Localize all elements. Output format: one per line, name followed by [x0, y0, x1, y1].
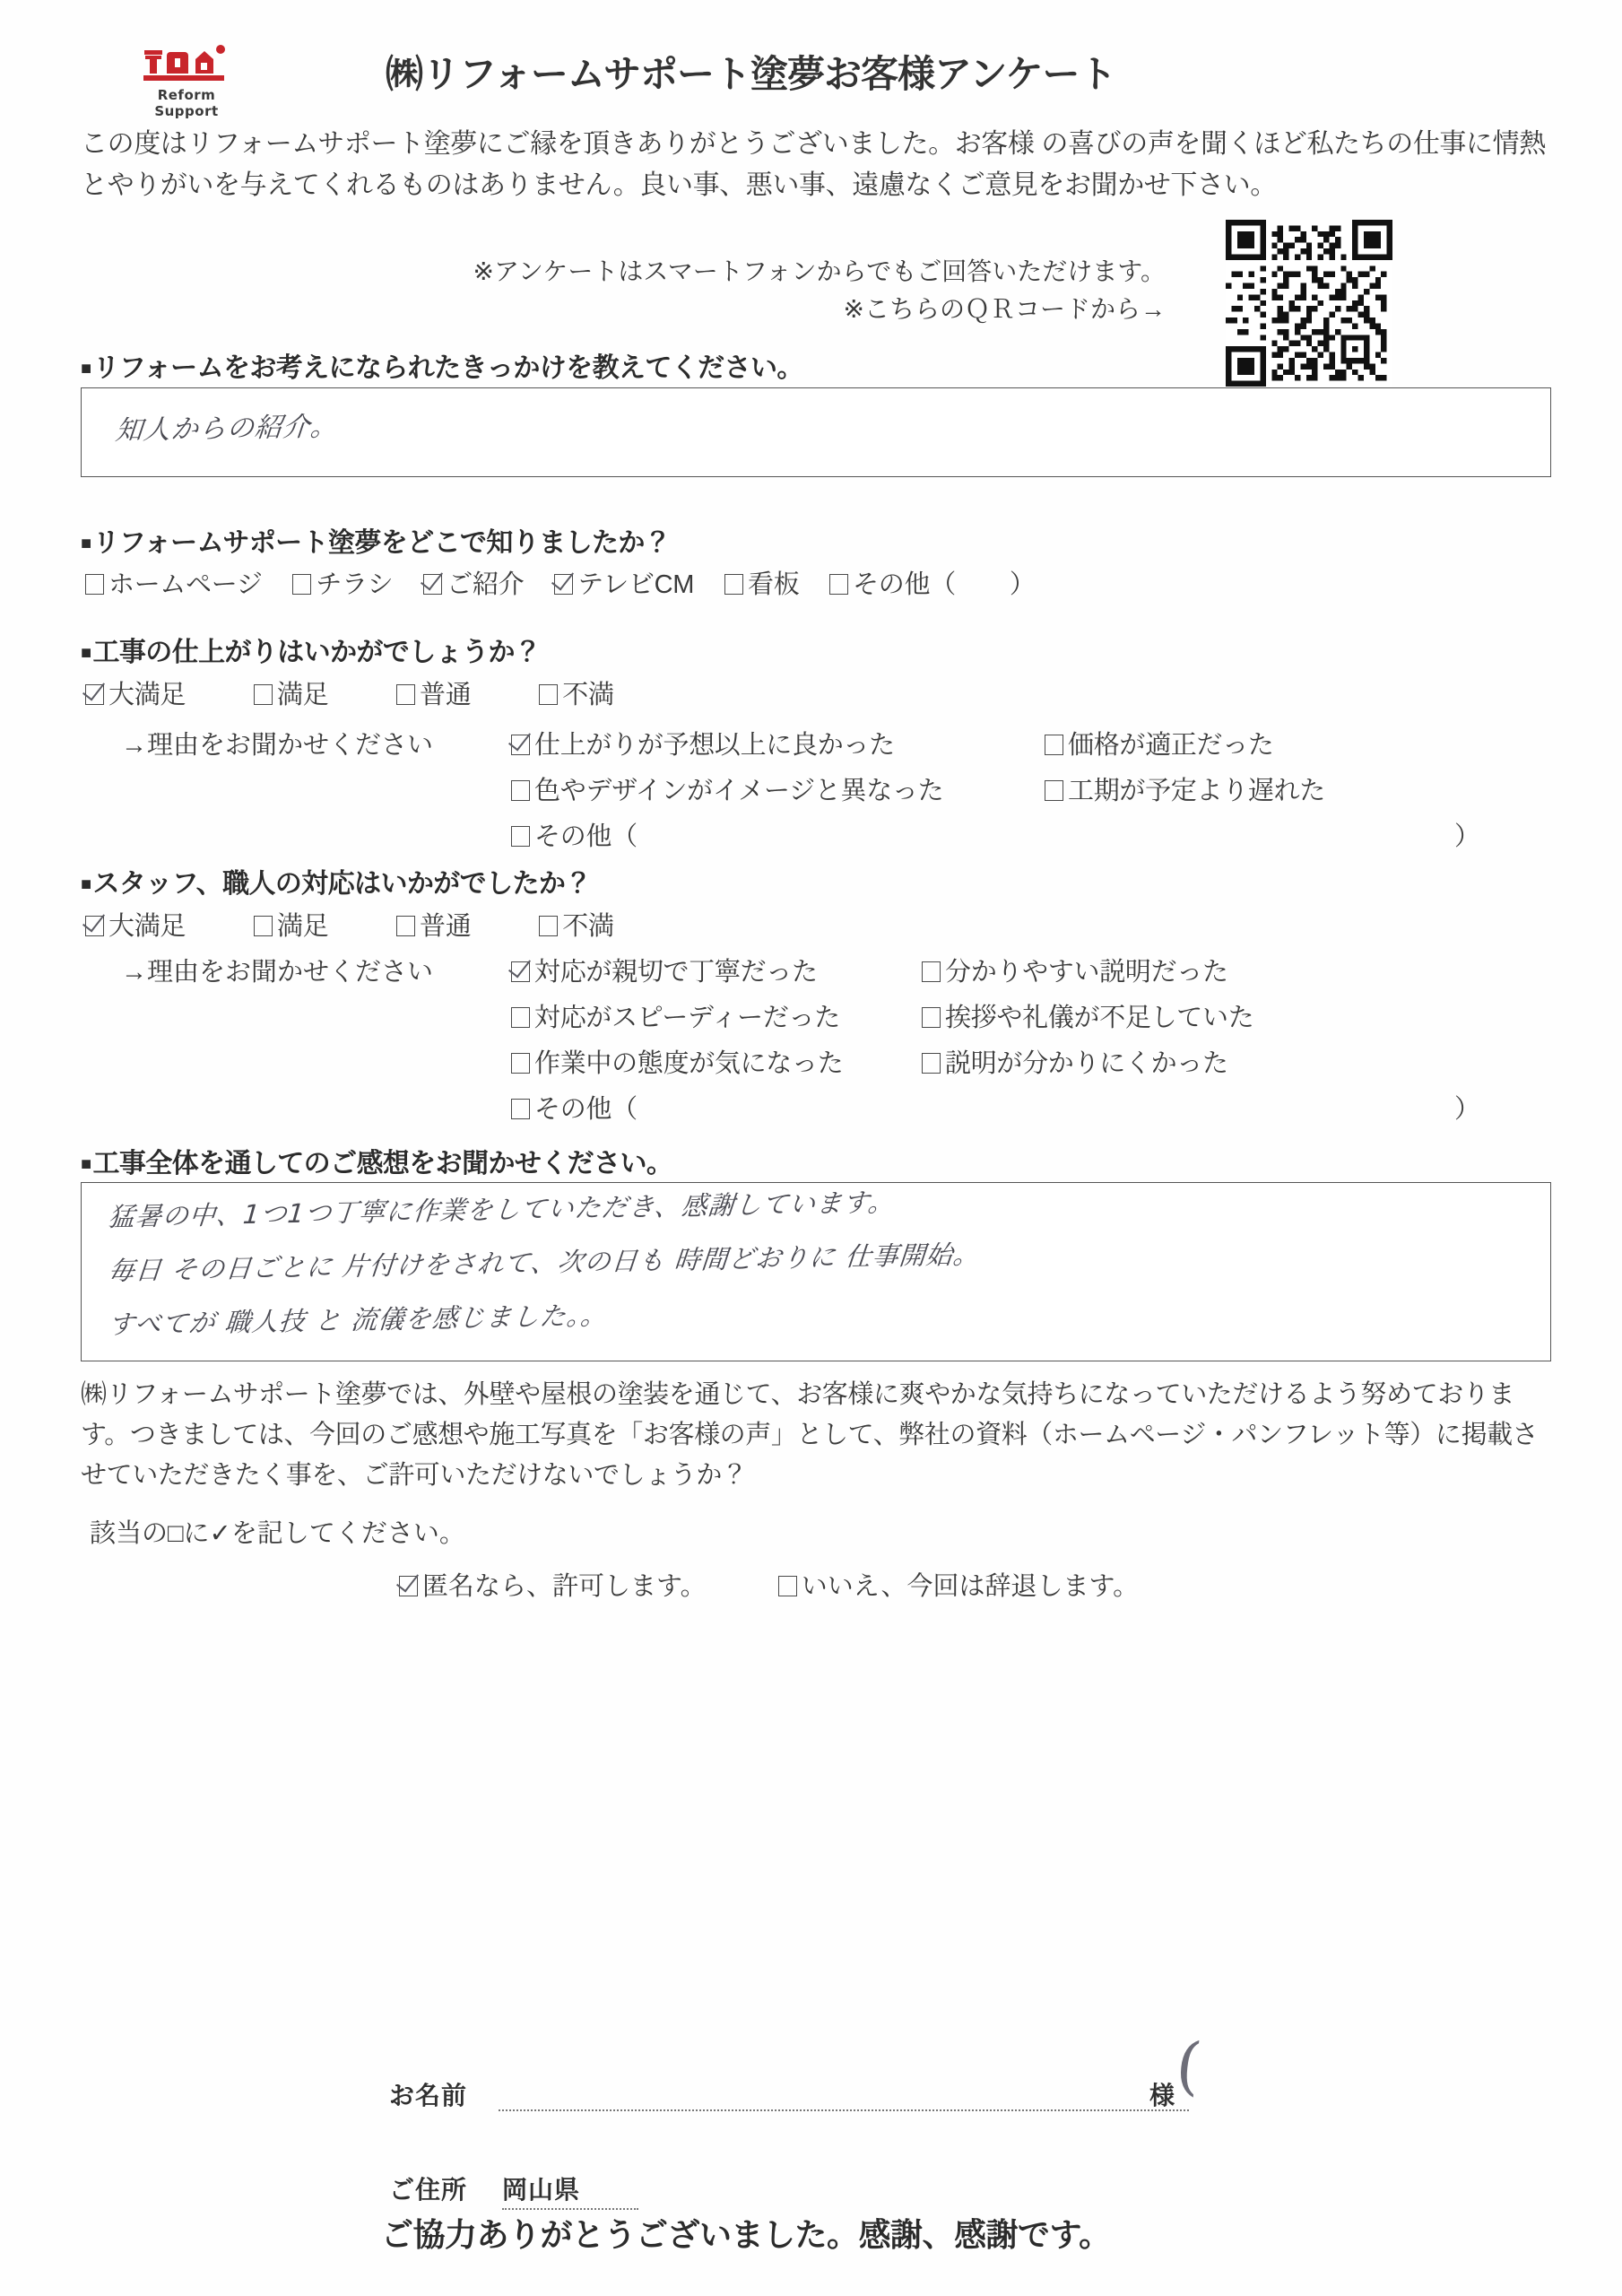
q4-other-label: その他（ [534, 1095, 638, 1124]
q3-reason-left-1 [511, 725, 918, 761]
question-4-heading: ■ スタッフ、職人の対応はいかがでしたか？ [81, 861, 592, 900]
q3-reason-left-2 [511, 770, 967, 807]
q3-reason-finish-better[interactable] [511, 725, 895, 761]
q4-reason-label-text: 対応が親切で丁寧だった [534, 958, 818, 987]
checkbox-icon[interactable] [539, 916, 558, 936]
q3-reason-other[interactable] [511, 816, 638, 853]
q4-rating-satisfied[interactable] [254, 906, 328, 943]
q4-reason-left-3 [511, 1043, 866, 1080]
q4-reason-attitude-concern[interactable] [511, 1043, 843, 1080]
question-1-heading: ■ リフォームをお考えになられたきっかけを教えてください。 [81, 345, 803, 385]
page-title: ㈱リフォームサポート塗夢お客様アンケート [386, 53, 1116, 95]
question-2-heading: ■ リフォームサポート塗夢をどこで知りましたか？ [81, 520, 671, 560]
checkbox-icon[interactable] [1045, 780, 1063, 801]
q3-reason-label-text: 色やデザインがイメージと異なった [534, 777, 944, 805]
q4-reason-speedy[interactable] [511, 997, 840, 1034]
q4-other-close-paren: ） [1454, 1095, 1480, 1124]
q3-rating-label: 大満足 [108, 681, 186, 709]
q2-option-close-paren: ） [1009, 570, 1036, 599]
q3-reason-label-text: 価格が適正だった [1068, 731, 1274, 760]
q3-rating-label: 普通 [420, 681, 472, 709]
publication-permission-instruction: 該当の□に✓を記してください。 [90, 1519, 465, 1548]
q4-reason-label-text: 対応がスピーディーだった [534, 1004, 840, 1032]
q3-other-close [1454, 816, 1480, 853]
q3-reason-right-1 [1045, 725, 1297, 761]
q2-option-homepage[interactable] [85, 564, 263, 601]
q4-reason-label-text: 分かりやすい説明だった [945, 958, 1228, 987]
permission-option-label: 匿名なら、許可します。 [422, 1572, 707, 1601]
question-5-handwritten-line-3: すべてが 職人技 と 流儀を感じました。。 [107, 1300, 609, 1340]
q4-other-close [1454, 1089, 1480, 1126]
q3-reason-schedule-delayed[interactable] [1045, 770, 1325, 807]
page-header [0, 30, 1622, 120]
checkbox-checked-icon[interactable] [511, 961, 530, 982]
checkbox-icon[interactable] [829, 574, 848, 595]
name-field-suffix: 様 [1149, 2082, 1175, 2109]
qr-note [341, 253, 1166, 328]
checkbox-icon[interactable] [922, 1053, 941, 1074]
q4-reason-left-1 [511, 952, 841, 988]
checkbox-icon[interactable] [292, 574, 311, 595]
q2-option-other[interactable] [829, 564, 1036, 601]
q4-reason-other-row [511, 1089, 661, 1126]
question-4-reason-label: →理由をお聞かせください [121, 958, 434, 987]
q4-reason-right-3 [922, 1043, 1252, 1080]
reform-support-logo-icon [143, 43, 230, 84]
q3-reason-right-2 [1045, 770, 1349, 807]
q2-option-label: その他（ [853, 570, 956, 599]
checkbox-checked-icon[interactable] [85, 916, 104, 936]
question-5-handwritten-line-1: 猛暑の中、1つ1つ丁寧に作業をしていただき、感謝しています。 [107, 1187, 897, 1232]
permission-option-anonymous-yes[interactable] [399, 1566, 707, 1603]
q2-option-label: ご紹介 [447, 570, 525, 599]
checkbox-icon[interactable] [511, 1007, 530, 1028]
question-5-heading: ■ 工事全体を通してのご感想をお聞かせください。 [81, 1141, 672, 1180]
permission-option-decline[interactable] [778, 1566, 1139, 1603]
q4-reason-kind-polite[interactable] [511, 952, 818, 988]
closing-message: ご協力ありがとうございました。感謝、感謝です。 [381, 2216, 1111, 2253]
q3-reason-fair-price[interactable] [1045, 725, 1274, 761]
q3-reason-label-text: 仕上がりが予想以上に良かった [534, 731, 895, 760]
q2-option-label: ホームページ [108, 570, 263, 599]
q3-other-close-paren: ） [1454, 822, 1480, 851]
q2-option-label: チラシ [316, 570, 394, 599]
q4-rating-label: 不満 [562, 912, 614, 941]
company-logo [128, 43, 245, 119]
checkbox-icon[interactable] [511, 1053, 530, 1074]
checkbox-icon[interactable] [511, 826, 530, 847]
q3-reason-label-text: 工期が予定より遅れた [1068, 777, 1326, 805]
q3-reason-color-differs[interactable] [511, 770, 943, 807]
checkbox-icon[interactable] [254, 684, 273, 705]
q4-reason-left-2 [511, 997, 863, 1034]
checkbox-icon[interactable] [922, 1007, 941, 1028]
q4-reason-greeting-lacking[interactable] [922, 997, 1253, 1034]
q4-reason-right-1 [922, 952, 1252, 988]
checkbox-checked-icon[interactable] [423, 574, 442, 595]
address-field-value: 岡山県 [502, 2176, 581, 2204]
q4-reason-other[interactable] [511, 1089, 638, 1126]
q3-reason-other-row [511, 816, 661, 853]
qr-code[interactable] [1226, 220, 1392, 387]
q2-option-label: 看板 [747, 570, 800, 599]
question-1-handwritten-answer: 知人からの紹介。 [114, 411, 340, 447]
q4-rating-label: 普通 [420, 912, 472, 941]
q4-reason-label-text: 説明が分かりにくかった [945, 1049, 1228, 1078]
q2-option-referral[interactable] [423, 564, 524, 601]
q3-rating-label: 不満 [562, 681, 614, 709]
checkbox-icon[interactable] [511, 1099, 530, 1119]
q4-rating-label: 満足 [276, 912, 329, 941]
question-3-rating-options [85, 674, 638, 711]
checkbox-checked-icon[interactable] [511, 735, 530, 755]
publication-permission-paragraph: ㈱リフォームサポート塗夢では、外壁や屋根の塗装を通じて、お客様に爽やかな気持ちになっていただけるよう努めております。つきましては、今回のご感想や施工写真を「お客様の声」として、弊社の資料（ホームページ・パンフレット等）に掲載させていただきたく事を、ご許可いただけないでしょうか？ [81, 1380, 1539, 1490]
q2-option-label: テレビCM [577, 570, 695, 599]
question-3-heading: ■ 工事の仕上がりはいかがでしょうか？ [81, 630, 541, 669]
q3-rating-label: 満足 [276, 681, 329, 709]
question-5-handwritten-line-2: 毎日 その日ごとに 片付けをされて、次の日も 時間どおりに 仕事開始。 [107, 1239, 982, 1286]
q4-reason-label-text: 挨拶や礼儀が不足していた [945, 1004, 1254, 1032]
permission-option-label: いいえ、今回は辞退します。 [801, 1572, 1140, 1601]
address-field-label: ご住所 [389, 2176, 468, 2204]
publication-permission-options [399, 1566, 1203, 1603]
intro-paragraph: この度はリフォームサポート塗夢にご縁を頂きありがとうございました。お客様 の喜びの声を聞くほど私たちの仕事に情熱とやりがいを与えてくれるものはありません。良い事、悪い事、遠慮なくご意見をお聞かせ下さい。 [81, 129, 1546, 200]
question-4-rating-options [85, 906, 638, 943]
checkbox-icon[interactable] [539, 684, 558, 705]
checkbox-icon[interactable] [396, 684, 415, 705]
q2-option-flyer[interactable] [292, 564, 393, 601]
qr-note-line-1: ※アンケートはスマートフォンからでもご回答いただけます。 [473, 257, 1166, 285]
q3-other-label: その他（ [534, 822, 638, 851]
qr-note-line-2: ※こちらのＱＲコードから→ [843, 295, 1166, 323]
checkbox-icon[interactable] [511, 780, 530, 801]
question-2-options [85, 564, 1059, 601]
q4-reason-explanation-unclear[interactable] [922, 1043, 1228, 1080]
q4-rating-neutral[interactable] [396, 906, 471, 943]
checkbox-icon[interactable] [85, 574, 104, 595]
q3-rating-dissatisfied[interactable] [539, 674, 613, 711]
question-1-answer-box[interactable] [81, 387, 1551, 477]
checkbox-checked-icon[interactable] [554, 574, 573, 595]
checkbox-checked-icon[interactable] [85, 684, 104, 705]
checkbox-icon[interactable] [778, 1576, 797, 1596]
q4-reason-clear-explanation[interactable] [922, 952, 1228, 988]
q3-rating-very-satisfied[interactable] [85, 674, 186, 711]
name-field-label: お名前 [389, 2082, 468, 2109]
q4-rating-label: 大満足 [108, 912, 186, 941]
q4-reason-label-text: 作業中の態度が気になった [534, 1049, 844, 1078]
qr-code-icon [1226, 220, 1392, 387]
q2-option-tv-cm[interactable] [554, 564, 694, 601]
q4-rating-dissatisfied[interactable] [539, 906, 613, 943]
q4-reason-right-2 [922, 997, 1277, 1034]
question-3-reason-label: →理由をお聞かせください [121, 731, 434, 760]
q3-rating-neutral[interactable] [396, 674, 471, 711]
q4-rating-very-satisfied[interactable] [85, 906, 186, 943]
q2-option-signboard[interactable] [724, 564, 799, 601]
checkbox-icon[interactable] [396, 916, 415, 936]
checkbox-icon[interactable] [724, 574, 743, 595]
signature-mark: ( [1172, 2027, 1205, 2104]
q3-rating-satisfied[interactable] [254, 674, 328, 711]
question-5-answer-box[interactable] [81, 1182, 1551, 1361]
checkbox-icon[interactable] [254, 916, 273, 936]
checkbox-icon[interactable] [922, 961, 941, 982]
checkbox-icon[interactable] [1045, 735, 1063, 755]
logo-caption: Reform Support [154, 87, 219, 119]
name-field-input[interactable] [499, 2109, 1189, 2111]
checkbox-checked-icon[interactable] [399, 1576, 418, 1596]
